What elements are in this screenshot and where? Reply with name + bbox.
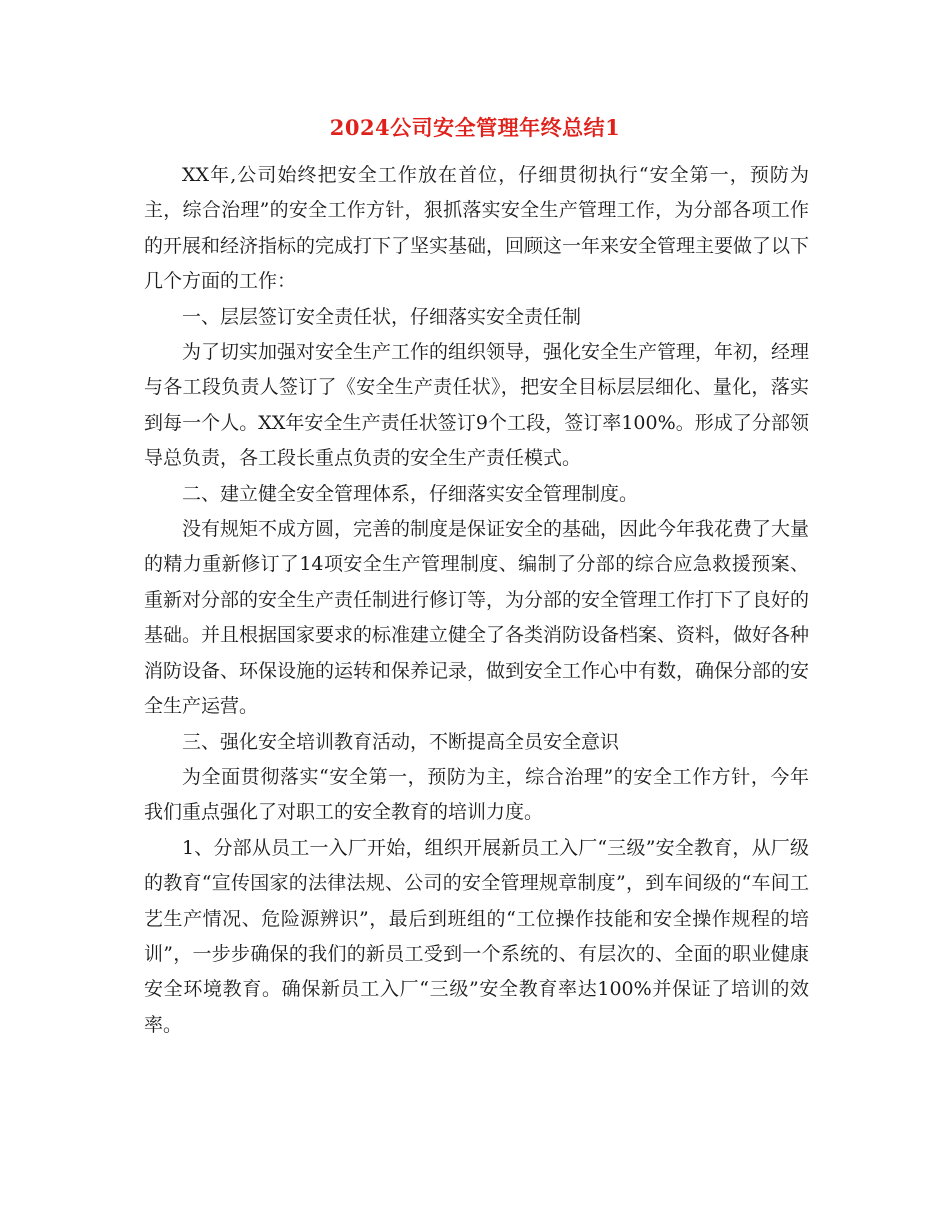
section-heading-2: 二、建立健全安全管理体系，仔细落实安全管理制度。 — [182, 482, 639, 505]
document-body — [144, 158, 809, 1043]
paragraph-responsibility: 为了切实加强对安全生产工作的组织领导，强化安全生产管理，年初，经理与各工段负责人签订了《安全生产责任状》，把安全目标层层细化、量化，落实到每一个人。XX年安全生产责任状签订9个工段，签订率100%。形成了分部领导总负责，各工段长重点负责的安全生产责任模式。 — [144, 341, 810, 470]
document-title: 2024公司安全管理年终总结1 — [329, 115, 621, 140]
paragraph-system: 没有规矩不成方圆，完善的制度是保证安全的基础，因此今年我花费了大量的精力重新修订了14项安全生产管理制度、编制了分部的综合应急救援预案、重新对分部的安全生产责任制进行修订等，为分部的安全管理工作打下了良好的基础。并且根据国家要求的标准建立健全了各类消防设备档案、资料，做好各种消防设备、环保设施的运转和保养记录，做到安全工作心中有数，确保分部的安全生产运营。 — [144, 518, 810, 718]
section-heading-1: 一、层层签订安全责任状，仔细落实安全责任制 — [182, 305, 582, 328]
paragraph-training-item-1: 1、分部从员工一入厂开始，组织开展新员工入厂“三级”安全教育，从厂级的教育“宣传国家的法律法规、公司的安全管理规章制度”，到车间级的“车间工艺生产情况、危险源辨识”，最后到班组的“工位操作技能和安全操作规程的培训”，一步步确保的我们的新员工受到一个系统的、有层次的、全面的职业健康安全环境教育。确保新员工入厂“三级”安全教育率达100%并保证了培训的效率。 — [144, 836, 809, 1036]
section-heading-3: 三、强化安全培训教育活动，不断提高全员安全意识 — [182, 730, 620, 753]
paragraph-intro: XX年,公司始终把安全工作放在首位，仔细贯彻执行“安全第一，预防为主，综合治理”的安全工作方针，狠抓落实安全生产管理工作，为分部各项工作的开展和经济指标的完成打下了坚实基础，回顾这一年来安全管理主要做了以下几个方面的工作： — [144, 164, 810, 293]
paragraph-training: 为全面贯彻落实“安全第一，预防为主，综合治理”的安全工作方针，今年我们重点强化了对职工的安全教育的培训力度。 — [144, 765, 809, 824]
